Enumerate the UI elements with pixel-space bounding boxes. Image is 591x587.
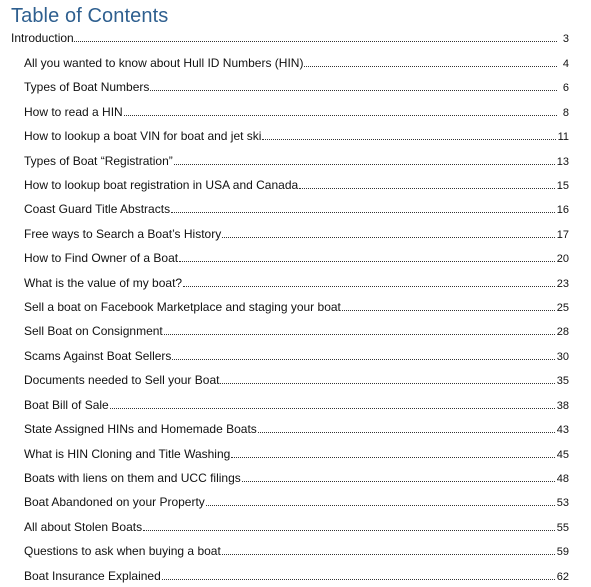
toc-entry-page-number: 20 (556, 253, 569, 265)
toc-entry-page-number: 23 (556, 278, 569, 290)
toc-entry-label: How to read a HIN (24, 105, 123, 119)
toc-entry-label: Sell a boat on Facebook Marketplace and staging your boat (24, 300, 341, 314)
dot-leader (258, 422, 555, 433)
toc-entry-page-number: 8 (562, 107, 569, 119)
toc-entry-page-number: 53 (556, 497, 569, 509)
toc-entry-page-number: 25 (556, 302, 569, 314)
dot-leader (172, 349, 554, 360)
dot-leader (262, 129, 555, 140)
dot-leader (299, 178, 555, 189)
dot-leader (174, 154, 555, 165)
toc-entry-label: Boat Abandoned on your Property (24, 495, 205, 509)
toc-entry-label: Types of Boat Numbers (24, 80, 150, 94)
toc-entry-label: Scams Against Boat Sellers (24, 349, 172, 363)
toc-entry-label: State Assigned HINs and Homemade Boats (24, 422, 257, 436)
toc-entry-page-number: 59 (556, 546, 569, 558)
dot-leader (164, 324, 555, 335)
toc-entry-page-number: 48 (556, 473, 569, 485)
toc-entry-label: Types of Boat “Registration” (24, 154, 173, 168)
dot-leader (222, 544, 555, 555)
toc-entry-bill-of-sale[interactable] (24, 398, 569, 413)
dot-leader (242, 471, 555, 482)
toc-entry-buying-questions[interactable] (24, 544, 569, 559)
toc-entry-label: Boat Insurance Explained (24, 569, 161, 583)
dot-leader (220, 373, 554, 384)
toc-entry-page-number: 35 (556, 375, 569, 387)
toc-entry-coast-guard-title-abstracts[interactable] (24, 202, 569, 217)
toc-entry-label: Questions to ask when buying a boat (24, 544, 221, 558)
toc-entry-label: Documents needed to Sell your Boat (24, 373, 220, 387)
toc-entry-scams[interactable] (24, 349, 569, 364)
toc-entry-boat-value[interactable] (24, 276, 569, 291)
toc-entry-page-number: 17 (556, 229, 569, 241)
dot-leader (171, 202, 555, 213)
toc-entry-page-number: 16 (556, 204, 569, 216)
toc-entry-label: Coast Guard Title Abstracts (24, 202, 171, 216)
toc-entry-label: All about Stolen Boats (24, 520, 143, 534)
toc-entry-hull-id-numbers[interactable] (24, 56, 569, 71)
toc-entry-documents-to-sell[interactable] (24, 373, 569, 388)
toc-entry-label: What is HIN Cloning and Title Washing (24, 447, 231, 461)
toc-entry-page-number: 45 (556, 449, 569, 461)
toc-entry-boat-insurance[interactable] (24, 569, 569, 584)
dot-leader (222, 227, 555, 238)
toc-entry-hin-cloning[interactable] (24, 447, 569, 462)
toc-entry-abandoned-boat[interactable] (24, 495, 569, 510)
toc-entry-label: What is the value of my boat? (24, 276, 183, 290)
toc-entry-page-number: 38 (556, 400, 569, 412)
toc-entry-label: How to Find Owner of a Boat (24, 251, 179, 265)
toc-entry-label: How to lookup a boat VIN for boat and jet ski (24, 129, 262, 143)
dot-leader (162, 569, 555, 580)
toc-entry-facebook-marketplace[interactable] (24, 300, 569, 315)
toc-entry-label: Introduction (11, 31, 74, 45)
toc-entry-label: Free ways to Search a Boat’s History (24, 227, 222, 241)
dot-leader (150, 80, 557, 91)
toc-entry-page-number: 43 (556, 424, 569, 436)
toc-entry-find-owner[interactable] (24, 251, 569, 266)
toc-entry-page-number: 6 (562, 82, 569, 94)
toc-entry-label: How to lookup boat registration in USA and Canada (24, 178, 299, 192)
dot-leader (206, 495, 555, 506)
toc-title: Table of Contents (11, 5, 169, 27)
dot-leader (183, 276, 555, 287)
dot-leader (231, 447, 554, 458)
toc-entry-types-of-boat-numbers[interactable] (24, 80, 569, 95)
toc-entry-lookup-boat-vin[interactable] (24, 129, 569, 144)
toc-entry-types-of-registration[interactable] (24, 154, 569, 169)
toc-entry-page-number: 30 (556, 351, 569, 363)
dot-leader (179, 251, 555, 262)
toc-entry-page-number: 4 (562, 58, 569, 70)
toc-entry-page-number: 55 (556, 522, 569, 534)
toc-entry-introduction[interactable] (11, 31, 569, 46)
toc-entry-label: Sell Boat on Consignment (24, 324, 163, 338)
toc-entry-label: Boat Bill of Sale (24, 398, 109, 412)
dot-leader (124, 105, 557, 116)
toc-entry-page-number: 28 (556, 326, 569, 338)
toc-entry-page-number: 15 (556, 180, 569, 192)
dot-leader (304, 56, 557, 67)
dot-leader (74, 31, 557, 42)
toc-entry-free-history-search[interactable] (24, 227, 569, 242)
toc-entry-page-number: 62 (556, 571, 569, 583)
dot-leader (110, 398, 555, 409)
toc-entry-how-to-read-hin[interactable] (24, 105, 569, 120)
toc-entry-page-number: 11 (557, 131, 569, 143)
toc-entry-label: All you wanted to know about Hull ID Numbers (HIN) (24, 56, 304, 70)
toc-entry-page-number: 13 (556, 156, 569, 168)
dot-leader (143, 520, 555, 531)
toc-entry-stolen-boats[interactable] (24, 520, 569, 535)
toc-entry-consignment[interactable] (24, 324, 569, 339)
toc-entry-state-assigned-hins[interactable] (24, 422, 569, 437)
toc-entry-page-number: 3 (562, 33, 569, 45)
dot-leader (342, 300, 555, 311)
toc-entry-liens-ucc[interactable] (24, 471, 569, 486)
toc-entry-label: Boats with liens on them and UCC filings (24, 471, 241, 485)
toc-entry-lookup-registration[interactable] (24, 178, 569, 193)
